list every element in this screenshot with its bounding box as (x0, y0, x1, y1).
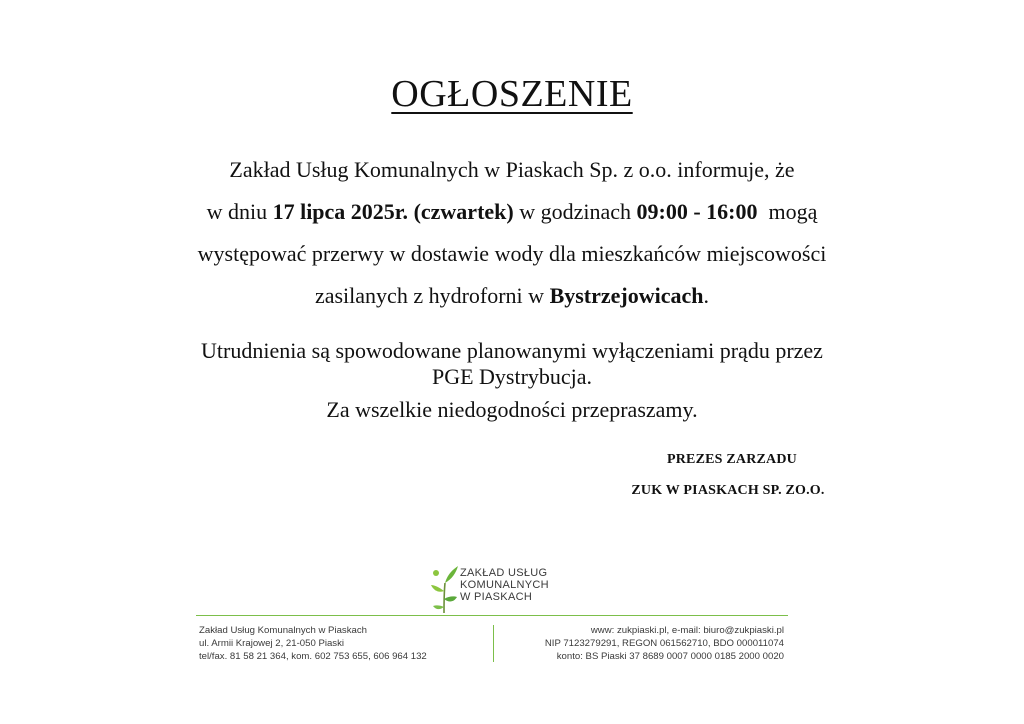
signature-role: PREZES ZARZADU (667, 452, 797, 467)
body-line-4 (0, 283, 1024, 309)
announcement-title: OGŁOSZENIE (391, 73, 633, 115)
signature-company: ZUK W PIASKACH SP. ZO.O. (631, 483, 825, 498)
logo-line-3: W PIASKACH (460, 591, 533, 603)
footer-address (199, 624, 427, 663)
company-logo (430, 563, 570, 619)
footer-contact (545, 624, 784, 663)
footer-bank-account: konto: BS Piaski 37 8689 0007 0000 0185 2000 0020 (556, 651, 784, 662)
body-line-3: występować przerwy w dostawie wody dla mieszkańców miejscowości (197, 241, 827, 266)
green-plant-icon (430, 563, 460, 615)
footer-phone: tel/fax. 81 58 21 364, kom. 602 753 655, 606 964 132 (199, 651, 427, 662)
logo-text (460, 567, 549, 603)
logo-line-1: ZAKŁAD USŁUG (460, 567, 548, 579)
date-intro: w dniu (206, 199, 273, 224)
footer-street: ul. Armii Krajowej 2, 21-050 Piaski (199, 638, 345, 649)
footer-company-name: Zakład Usług Komunalnych w Piaskach (199, 625, 367, 636)
line4-end: . (703, 283, 710, 308)
weekday: (czwartek) (413, 199, 514, 224)
hours-intro: w godzinach (513, 199, 637, 224)
location-intro: zasilanych z hydroforni w (314, 283, 550, 308)
footer-registration: NIP 7123279291, REGON 061562710, BDO 000011074 (544, 638, 784, 649)
footer-column-separator (493, 625, 494, 662)
body-line-6: PGE Dystrybucja. (431, 364, 593, 389)
line2-end: mogą (757, 199, 818, 224)
date: 17 lipca 2025r. (272, 199, 409, 224)
body-line-2 (0, 199, 1024, 225)
footer-web-email: www: zukpiaski.pl, e-mail: biuro@zukpiaski.pl (590, 625, 784, 636)
body-line-5: Utrudnienia są spowodowane planowanymi wyłączeniami prądu przez (201, 338, 823, 363)
footer-divider (196, 615, 788, 616)
logo-line-2: KOMUNALNYCH (460, 579, 549, 591)
body-line-1: Zakład Usług Komunalnych w Piaskach Sp. z o.o. informuje, że (229, 157, 795, 182)
hours: 09:00 - 16:00 (636, 199, 758, 224)
body-line-7: Za wszelkie niedogodności przepraszamy. (326, 397, 698, 422)
location: Bystrzejowicach (549, 283, 704, 308)
